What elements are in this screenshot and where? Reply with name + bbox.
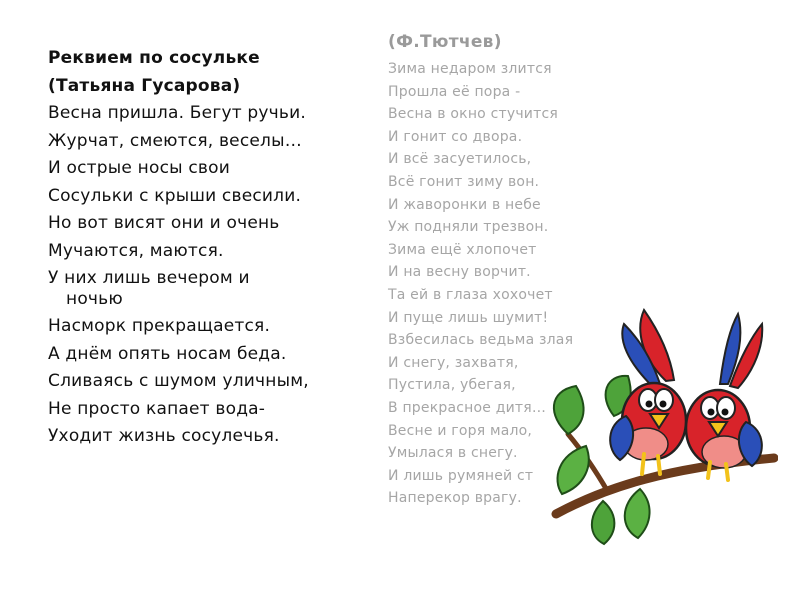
poem-line: Та ей в глаза хохочет	[388, 286, 553, 303]
poem-line: Зима недаром злится	[388, 61, 552, 77]
left-poem	[48, 48, 378, 454]
poem-line: Но вот висят они и очень	[48, 213, 280, 233]
poem-line: Пустила, убегая,	[388, 377, 516, 394]
poem-line: И острые носы свои	[48, 158, 230, 178]
poem-line: Уж подняли трезвон.	[388, 219, 549, 236]
poem-line: Весна пришла. Бегут ручьи.	[48, 103, 306, 123]
poem-line: И на весну ворчит.	[388, 264, 531, 281]
poem-line: Сосульки с крыши свесили.	[48, 185, 302, 206]
poem-line: И жаворонки в небе	[388, 196, 541, 213]
poem-line: Не просто капает вода-	[48, 398, 266, 419]
poem-line: ночью	[66, 288, 123, 309]
poem-line: Зима ещё хлопочет	[388, 241, 537, 258]
poem-line: И снегу, захватя,	[388, 354, 519, 371]
poem-line: Насморк прекращается.	[48, 316, 271, 336]
poem-line: Всё гонит зиму вон.	[388, 173, 540, 190]
poem-line: Журчат, смеются, веселы…	[48, 130, 302, 151]
poem-line: В прекрасное дитя…	[388, 399, 547, 416]
poem-title: Реквием по сосульке	[48, 48, 260, 68]
poem-line: Наперекор врагу.	[388, 490, 522, 507]
poem-author: (Татьяна Гусарова)	[48, 75, 241, 96]
poem-line: Уходит жизнь сосулечья.	[48, 426, 280, 446]
poem-line: Взбесилась ведьма злая	[388, 332, 574, 349]
poem-author: (Ф.Тютчев)	[388, 32, 502, 52]
poem-line: Прошла её пора -	[388, 83, 521, 100]
poem-line: У них лишь вечером и	[48, 268, 250, 288]
poem-line: А днём опять носам беда.	[48, 343, 287, 364]
poem-line: И пуще лишь шумит!	[388, 309, 549, 326]
poem-line: И гонит со двора.	[388, 128, 523, 145]
poem-line: Весна в окно стучится	[388, 106, 558, 123]
poem-line: Умылася в снегу.	[388, 445, 518, 462]
poem-line: И лишь румяней ст	[388, 467, 534, 484]
poem-line: Мучаются, маются.	[48, 240, 224, 261]
poem-line: Сливаясь с шумом уличным,	[48, 371, 309, 391]
two-birds-on-branch-icon	[548, 296, 778, 546]
poem-line: Весне и горя мало,	[388, 422, 533, 439]
poem-line: И всё засуетилось,	[388, 151, 532, 168]
